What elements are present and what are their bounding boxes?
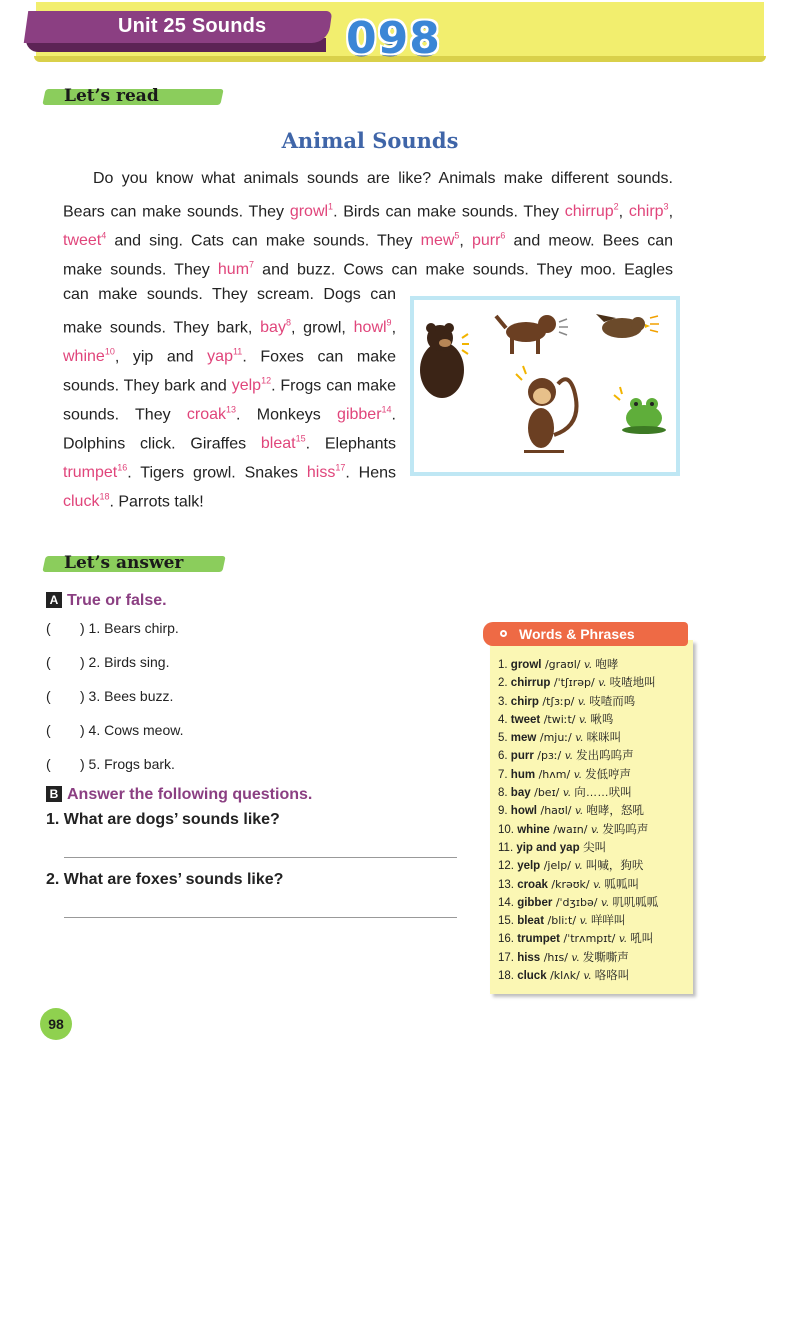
word-entry: [498, 711, 690, 729]
entry-meaning: 呱呱叫: [604, 878, 639, 891]
vocab-word: gibber$^{14}$: [337, 405, 392, 424]
entry-part-of-speech: v.: [574, 805, 587, 818]
word-entry: [498, 857, 690, 875]
dog-icon: [496, 315, 568, 354]
reading-line: Dolphins click. Giraffes bleat$^{15}$. Elephants: [63, 434, 396, 453]
entry-meaning: 啾鸣: [590, 713, 614, 726]
vocab-footnote: 3: [663, 202, 669, 212]
vocab-footnote: 16: [117, 463, 128, 473]
word-entry: [498, 967, 690, 985]
frog-icon: [614, 387, 666, 434]
entry-word: purr: [510, 750, 534, 763]
entry-number: 11.: [498, 841, 517, 854]
entry-word: cluck: [517, 970, 547, 983]
entry-part-of-speech: v.: [600, 896, 613, 909]
words-phrases-title: Words & Phrases: [519, 626, 635, 642]
vocab-word: tweet$^4$: [63, 231, 107, 250]
vocab-word: howl$^9$: [353, 318, 392, 337]
section-lets-read: [44, 86, 224, 106]
entry-part-of-speech: v.: [571, 951, 583, 964]
word-entry: [498, 693, 690, 711]
statement-text: ) 4. Cows meow.: [80, 722, 184, 738]
answer-blank[interactable]: (: [46, 620, 51, 636]
entry-meaning: 叫喊，狗吠: [585, 860, 644, 873]
entry-pronunciation: /graʊl/: [541, 658, 584, 671]
part-b-title: Answer the following questions.: [67, 786, 313, 803]
vocab-footnote: 17: [335, 463, 346, 473]
reading-line: sounds. They bark and yelp$^{12}$. Frogs can make: [63, 376, 397, 395]
word-entry: [498, 930, 690, 948]
entry-meaning: 发出呜呜声: [576, 750, 634, 763]
reading-line: Bears can make sounds. They growl$^1$. Birds can make sounds. They chirrup$^2$, chirp$^3$,: [63, 202, 674, 221]
true-false-item[interactable]: [46, 756, 175, 772]
entry-pronunciation: /twiːt/: [540, 712, 579, 726]
vocab-footnote: 15: [295, 434, 306, 444]
entry-meaning: 发呜呜声: [602, 823, 649, 836]
entry-number: 3.: [498, 695, 511, 708]
entry-meaning: 咪咪叫: [586, 732, 622, 745]
entry-word: growl: [510, 659, 542, 671]
entry-part-of-speech: v.: [593, 878, 605, 891]
vocab-footnote: 9: [386, 318, 392, 328]
entry-word: mew: [510, 732, 537, 745]
vocab-footnote: 14: [381, 405, 392, 415]
word-entry: [498, 656, 690, 674]
reading-title: Animal Sounds: [281, 128, 459, 153]
word-entry: [498, 876, 690, 894]
entry-number: 7.: [498, 768, 511, 781]
entry-word: whine: [517, 823, 550, 836]
entry-part-of-speech: v.: [579, 915, 591, 928]
monkey-icon: [516, 366, 577, 453]
animals-illustration: [410, 296, 680, 476]
entry-word: hiss: [517, 951, 541, 964]
reading-line: whine$^{10}$, yip and yap$^{11}$. Foxes can make: [63, 347, 396, 366]
reading-line: tweet$^4$ and sing. Cats can make sounds. They mew$^5$, purr$^6$ and meow. Bees can: [63, 231, 674, 250]
part-a-title: True or false.: [67, 592, 167, 609]
entry-part-of-speech: v.: [583, 970, 595, 983]
entry-part-of-speech: v.: [598, 677, 610, 690]
entry-word: gibber: [517, 896, 553, 909]
word-entry: [498, 949, 690, 967]
entry-part-of-speech: v.: [573, 768, 586, 781]
vocab-word: hum$^7$: [217, 260, 255, 279]
entry-number: 4.: [498, 713, 511, 726]
entry-pronunciation: /ˈdʒɪbə/: [552, 895, 601, 909]
entry-pronunciation: /ˈtʃɪrəp/: [550, 676, 599, 690]
entry-part-of-speech: v.: [579, 713, 591, 726]
answer-blank[interactable]: (: [46, 688, 51, 704]
entry-pronunciation: /hʌm/: [535, 767, 574, 781]
entry-part-of-speech: v.: [618, 933, 631, 946]
part-a-badge: A: [46, 592, 62, 608]
section-title: Let’s answer: [64, 553, 184, 573]
true-false-item[interactable]: [46, 654, 169, 670]
reading-line: trumpet$^{16}$. Tigers growl. Snakes hiss$^{17}$. Hens: [63, 463, 397, 482]
entry-word: croak: [517, 878, 548, 891]
entry-pronunciation: /klʌk/: [546, 969, 584, 983]
vocab-footnote: 8: [285, 318, 291, 328]
vocab-footnote: 2: [613, 202, 619, 212]
entry-pronunciation: /mjuː/: [536, 731, 576, 745]
part-b-badge: B: [46, 786, 62, 802]
vocab-footnote: 1: [328, 202, 334, 212]
entry-word: yelp: [517, 860, 541, 873]
bird-icon: [596, 314, 659, 338]
vocab-word: bay$^8$: [260, 318, 291, 337]
entry-word: tweet: [510, 713, 541, 726]
word-entry: [498, 766, 690, 784]
vocab-word: yelp$^{12}$: [231, 376, 272, 395]
vocab-footnote: 4: [101, 231, 107, 241]
entry-number: 1.: [498, 659, 511, 671]
reading-line: make sounds. They hum$^7$ and buzz. Cows can make sounds. They moo. Eagles: [63, 260, 674, 279]
true-false-item[interactable]: [46, 688, 173, 704]
vocab-word: purr$^6$: [471, 231, 506, 250]
reading-line: sounds. They croak$^{13}$. Monkeys gibber$^{14}$.: [63, 405, 396, 424]
entry-word: hum: [510, 768, 536, 781]
word-entry: [498, 747, 690, 765]
vocab-footnote: 5: [454, 231, 460, 241]
reading-line: make sounds. They bark, bay$^8$, growl, howl$^9$,: [63, 318, 397, 337]
entry-number: 5.: [498, 732, 511, 745]
entry-number: 2.: [498, 677, 511, 690]
entry-number: 17.: [498, 951, 518, 964]
part-a-heading: [46, 592, 167, 610]
entry-part-of-speech: v.: [562, 787, 575, 800]
entry-number: 14.: [498, 896, 518, 909]
vocab-word: chirrup$^2$: [564, 202, 619, 221]
vocab-footnote: 12: [261, 376, 272, 386]
entry-pronunciation: /tʃɜːp/: [538, 694, 578, 708]
answer-blank[interactable]: (: [46, 654, 51, 670]
entry-word: bay: [510, 787, 531, 800]
entry-word: chirrup: [510, 677, 551, 690]
entry-word: chirp: [510, 695, 539, 708]
entry-pronunciation: /beɪ/: [530, 786, 563, 800]
entry-pronunciation: /hɪs/: [540, 950, 572, 964]
word-entry: [498, 674, 690, 692]
answer-blank[interactable]: (: [46, 722, 51, 738]
entry-meaning: 发低哼声: [585, 768, 632, 781]
entry-meaning: 吱喳而鸣: [589, 695, 636, 708]
question-1: 1. What are dogs’ sounds like?: [46, 811, 280, 828]
entry-meaning: 咩咩叫: [590, 915, 626, 928]
word-entry: [498, 784, 690, 802]
entry-part-of-speech: v.: [577, 695, 590, 708]
bear-icon: [420, 323, 469, 398]
entry-meaning: 吱喳地叫: [609, 677, 656, 690]
entry-meaning: 吼叫: [630, 933, 654, 946]
entry-word: howl: [510, 805, 537, 818]
part-b-heading: [46, 786, 312, 804]
vocab-footnote: 6: [500, 231, 506, 241]
statement-text: ) 5. Frogs bark.: [80, 756, 175, 772]
vocab-word: growl$^1$: [289, 202, 334, 221]
entry-meaning: 向……吠叫: [574, 787, 632, 800]
vocab-word: cluck$^{18}$: [63, 492, 110, 511]
vocab-word: yap$^{11}$: [207, 347, 243, 366]
words-phrases-list: [498, 656, 690, 985]
entry-meaning: 咆哮: [595, 659, 619, 671]
entry-meaning: 尖叫: [583, 841, 607, 854]
entry-pronunciation: /bliːt/: [544, 914, 580, 928]
entry-number: 8.: [498, 787, 511, 800]
reading-line: cluck$^{18}$. Parrots talk!: [63, 492, 204, 511]
entry-pronunciation: /ˈtrʌmpɪt/: [560, 932, 619, 946]
entry-part-of-speech: v.: [575, 732, 587, 745]
true-false-item[interactable]: [46, 722, 183, 738]
vocab-footnote: 10: [104, 347, 115, 357]
reading-line: Do you know what animals sounds are like? Animals make different sounds.: [93, 170, 673, 187]
word-entry: [498, 821, 690, 839]
entry-pronunciation: /krəʊk/: [547, 877, 594, 891]
section-lets-answer: [44, 553, 226, 573]
circle-icon: [500, 630, 507, 637]
entry-word: bleat: [517, 915, 545, 928]
entry-number: 12.: [498, 860, 518, 873]
answer-line-2[interactable]: [64, 917, 457, 918]
entry-number: 10.: [498, 823, 518, 836]
word-entry: [498, 912, 690, 930]
entry-number: 9.: [498, 805, 511, 818]
entry-part-of-speech: v.: [583, 659, 596, 671]
entry-number: 6.: [498, 750, 511, 763]
answer-blank[interactable]: (: [46, 756, 51, 772]
entry-meaning: 叽叽呱呱: [612, 896, 659, 909]
section-title: Let’s read: [64, 86, 159, 106]
entry-meaning: 发嘶嘶声: [582, 951, 629, 964]
animals-image: [414, 300, 676, 472]
word-entry: [498, 802, 690, 820]
true-false-item[interactable]: [46, 620, 179, 636]
page-code: 098: [346, 13, 441, 64]
entry-number: 18.: [498, 970, 518, 983]
word-entry: [498, 894, 690, 912]
entry-word: yip and yap: [516, 841, 580, 854]
word-entry: [498, 839, 690, 857]
entry-part-of-speech: v.: [564, 750, 577, 763]
vocab-word: whine$^{10}$: [63, 347, 115, 366]
vocab-footnote: 18: [99, 492, 110, 502]
vocab-footnote: 7: [249, 260, 255, 270]
entry-pronunciation: /jelp/: [540, 859, 575, 873]
entry-pronunciation: /pɜː/: [533, 749, 565, 763]
vocab-word: croak$^{13}$: [186, 405, 237, 424]
vocab-word: mew$^5$: [420, 231, 460, 250]
vocab-word: chirp$^3$: [628, 202, 669, 221]
entry-word: trumpet: [517, 933, 560, 946]
entry-meaning: 咆哮，怒吼: [586, 805, 644, 818]
vocab-footnote: 11: [232, 347, 243, 357]
statement-text: ) 2. Birds sing.: [80, 654, 170, 670]
entry-pronunciation: /haʊl/: [537, 804, 575, 818]
vocab-word: bleat$^{15}$: [260, 434, 306, 453]
question-2: 2. What are foxes’ sounds like?: [46, 871, 284, 888]
entry-part-of-speech: v.: [574, 860, 586, 873]
entry-pronunciation: /waɪn/: [549, 822, 591, 836]
page-number: 98: [40, 1008, 72, 1040]
entry-part-of-speech: v.: [590, 823, 603, 836]
entry-number: 15.: [498, 915, 518, 928]
vocab-word: hiss$^{17}$: [306, 463, 346, 482]
statement-text: ) 1. Bears chirp.: [80, 620, 179, 636]
reading-line: can make sounds. They scream. Dogs can: [63, 286, 396, 303]
vocab-word: trumpet$^{16}$: [63, 463, 128, 482]
vocab-footnote: 13: [226, 405, 237, 415]
entry-meaning: 咯咯叫: [594, 970, 630, 983]
entry-number: 16.: [498, 933, 518, 946]
statement-text: ) 3. Bees buzz.: [80, 688, 174, 704]
entry-number: 13.: [498, 878, 518, 891]
unit-title: Unit 25 Sounds: [118, 15, 267, 37]
word-entry: [498, 729, 690, 747]
answer-line-1[interactable]: [64, 857, 457, 858]
